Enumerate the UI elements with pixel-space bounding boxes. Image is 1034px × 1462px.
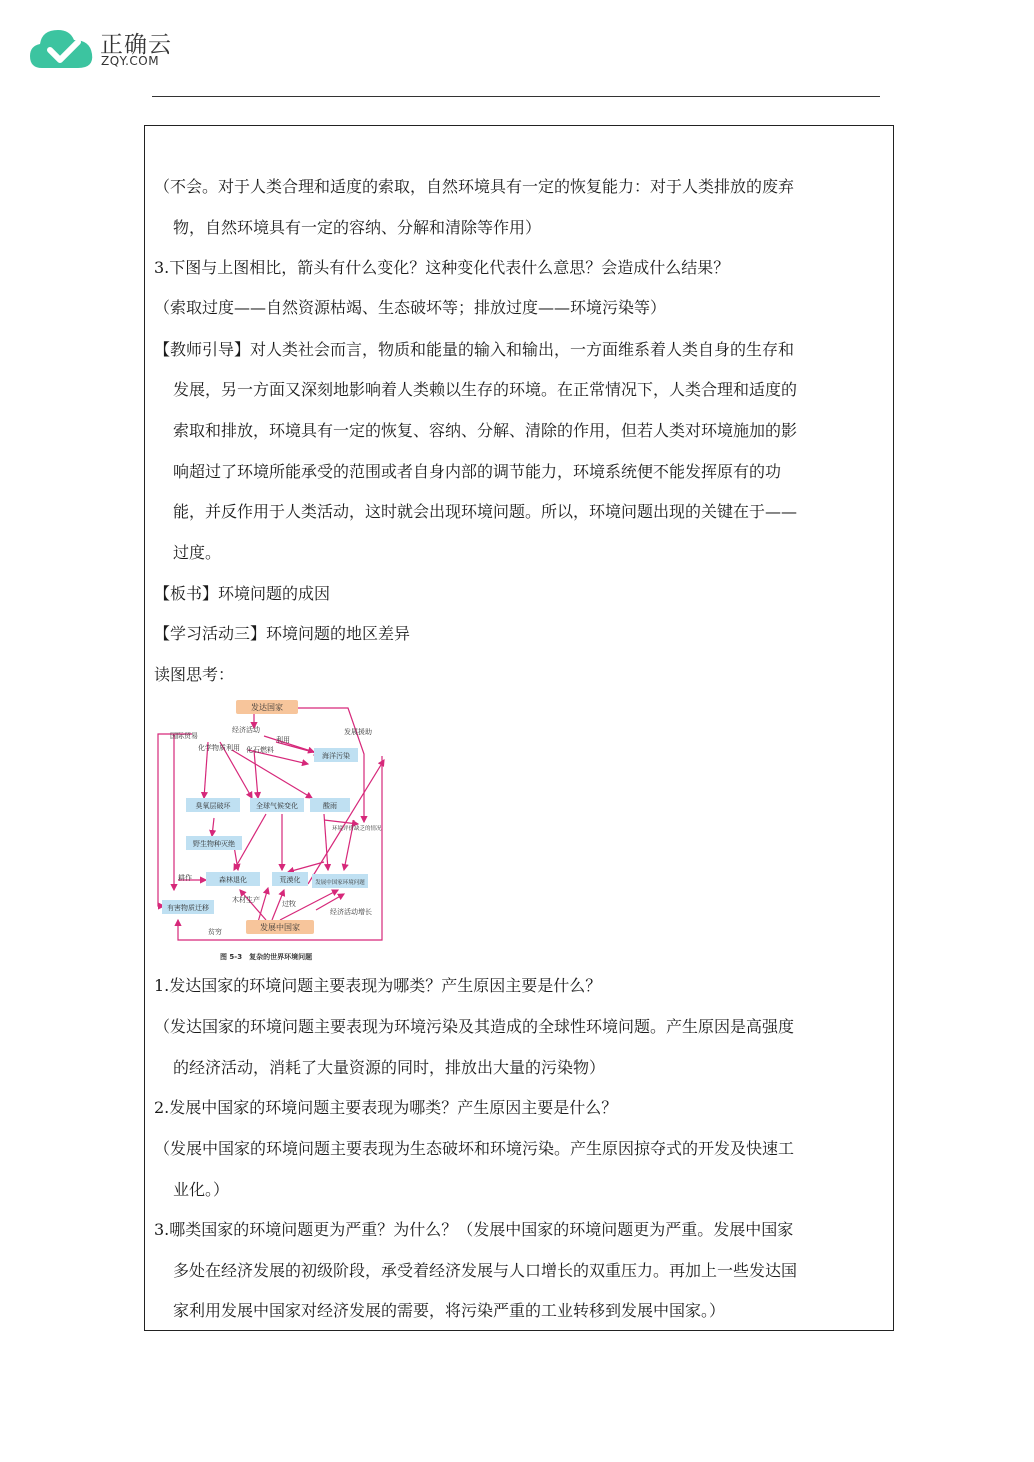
answer-line: （发达国家的环境问题主要表现为环境污染及其造成的全球性环境问题。产生原因是高强度 [154,1017,795,1036]
answer-line: 物，自然环境具有一定的容纳、分解和清除等作用） [173,218,542,237]
teacher-guide: 【教师引导】对人类社会而言，物质和能量的输入和输出，一方面维系着人类自身的生存和 [154,340,795,359]
label-acid-rain: 酸雨 [323,802,337,810]
label-ozone: 臭氧层破坏 [195,802,231,810]
question-1: 1.发达国家的环境问题主要表现为哪类？产生原因主要是什么？ [154,976,602,995]
label-use: 利用 [276,736,290,744]
label-marine-pollution: 海洋污染 [322,752,350,760]
brand-name-en: ZQY.COM [101,54,160,68]
teacher-guide-line: 过度。 [173,543,222,562]
teacher-guide-line: 发展，另一方面又深刻地影响着人类赖以生存的环境。在正常情况下，人类合理和适度的 [173,380,798,399]
brand-name-cn: 正确云 [100,32,172,58]
label-overgrazing: 过牧 [282,900,296,908]
question-3: 3.下图与上图相比，箭头有什么变化？这种变化代表什么意思？会造成什么结果？ [154,258,730,277]
answer-line: 业化。） [173,1180,230,1199]
label-developed-countries: 发达国家 [251,703,283,712]
read-map-prompt: 读图思考： [154,665,235,684]
label-development-aid: 发展援助 [344,728,372,736]
answer-line: 多处在经济发展的初级阶段，承受着经济发展与人口增长的双重压力。再加上一些发达国 [173,1261,798,1280]
label-developing-countries: 发展中国家 [260,923,300,932]
label-eia-lack: 环境评价缺乏的情况 [332,826,382,832]
answer-line: （发展中国家的环境问题主要表现为生态破坏和环境污染。产生原因掠夺式的开发及快速工 [154,1139,795,1158]
label-timber: 木材生产 [232,896,260,904]
board-note: 【板书】环境问题的成因 [154,584,331,603]
world-environment-problems-diagram [148,694,388,964]
label-climate: 全球气候变化 [256,802,298,810]
label-fossil-fuel: 化石燃料 [246,746,274,754]
label-desertification: 荒漠化 [279,876,301,884]
header-divider [152,96,880,97]
label-poverty: 贫穷 [208,928,222,936]
label-international-trade: 国际贸易 [170,732,198,740]
teacher-guide-line: 索取和排放，环境具有一定的恢复、容纳、分解、清除的作用，但若人类对环境施加的影 [173,421,798,440]
activity-title: 【学习活动三】环境问题的地区差异 [154,624,411,643]
answer-line: 的经济活动，消耗了大量资源的同时，排放出大量的污染物） [173,1058,606,1077]
question-3-b: 3.哪类国家的环境问题更为严重？为什么？（发展中国家的环境问题更为严重。发展中国家 [154,1220,794,1239]
label-economic-activity: 经济活动 [232,726,260,734]
answer-line: （索取过度——自然资源枯竭、生态破坏等；排放过度——环境污染等） [154,298,667,317]
answer-line: 家利用发展中国家对经济发展的需要，将污染严重的工业转移到发展中国家。） [173,1301,726,1320]
teacher-guide-line: 响超过了环境所能承受的范围或者自身内部的调节能力，环境系统便不能发挥原有的功 [173,462,782,481]
label-developing-problems: 发展中国家环境问题 [315,880,365,886]
label-chemical-use: 化学物质利用 [198,744,240,752]
question-2: 2.发展中国家的环境问题主要表现为哪类？产生原因主要是什么？ [154,1098,618,1117]
label-econ-growth: 经济活动增长 [330,908,372,916]
teacher-guide-line: 能，并反作用于人类活动，这时就会出现环境问题。所以，环境问题出现的关键在于—— [173,502,798,521]
diagram-caption: 图 5-3 复杂的世界环境问题 [220,953,313,961]
label-deforestation: 森林退化 [219,876,247,884]
label-farming: 耕作 [178,874,192,882]
label-toxic-transfer: 有害物质迁移 [167,904,209,912]
label-wildlife: 野生物种灭绝 [193,840,235,848]
answer-line: （不会。对于人类合理和适度的索取，自然环境具有一定的恢复能力：对于人类排放的废弃 [154,177,795,196]
